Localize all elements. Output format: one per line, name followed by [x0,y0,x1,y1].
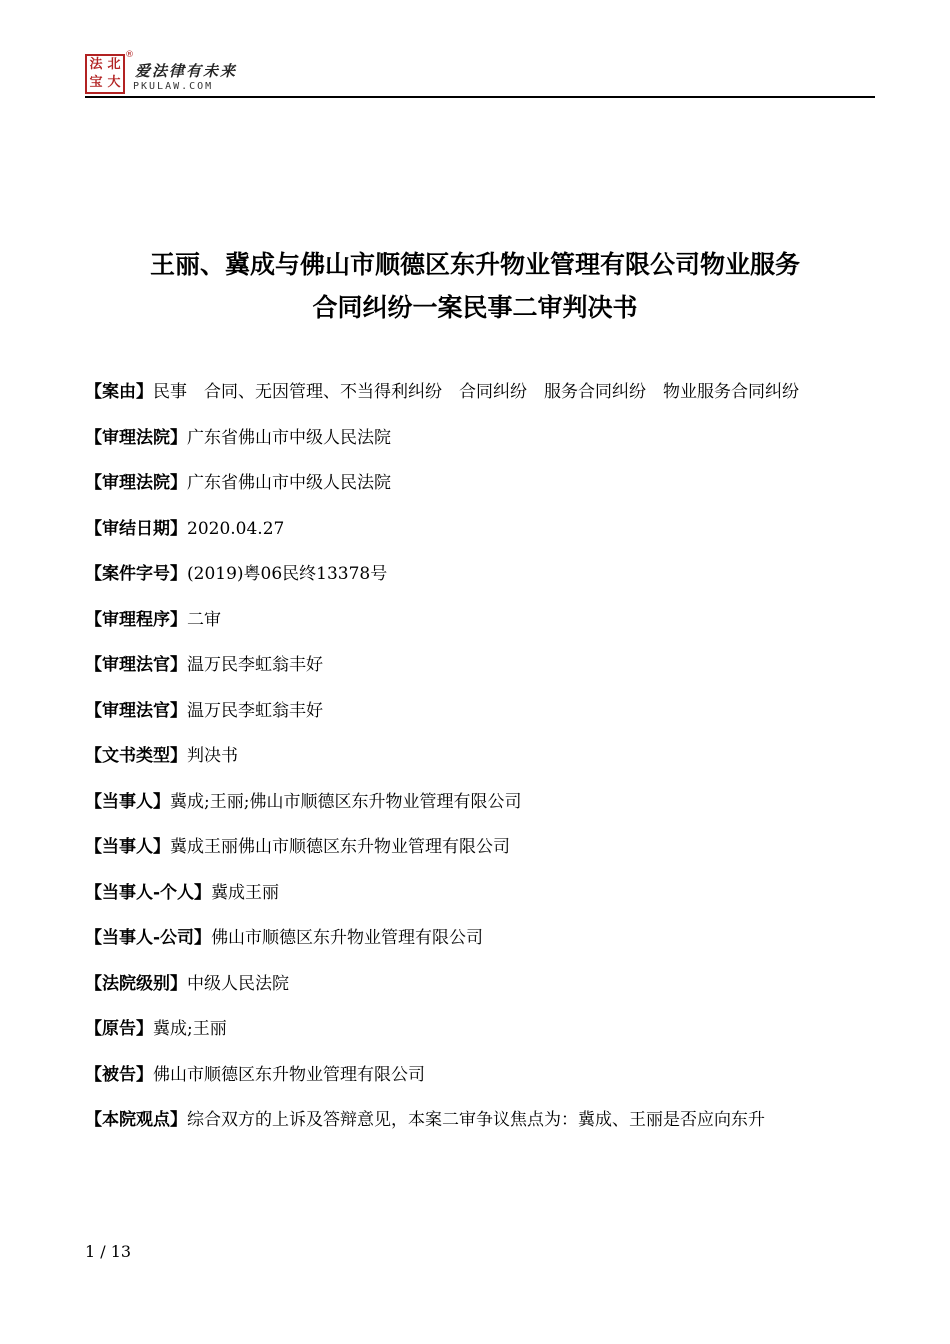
field-value: 民事 合同、无因管理、不当得利纠纷 合同纠纷 服务合同纠纷 物业服务合同纠纷 [153,382,799,402]
field-value: 广东省佛山市中级人民法院 [187,473,391,493]
field-key: 【法院级别】 [85,973,187,994]
field-value: 温万民李虹翁丰好 [187,655,323,675]
logo-char: 北 [107,57,121,72]
field-value: 综合双方的上诉及答辩意见，本案二审争议焦点为：冀成、王丽是否应向东升 [187,1110,765,1130]
pkulaw-logo-seal [85,54,125,94]
field-key: 【审理法官】 [85,700,187,721]
field-key: 【审理法院】 [85,427,187,448]
field-value: 中级人民法院 [187,973,289,994]
field-judges [85,689,865,735]
field-key: 【被告】 [85,1064,153,1085]
field-value: 佛山市顺德区东升物业管理有限公司 [211,928,484,948]
field-court-opinion [85,1098,865,1144]
metadata-fields [85,370,865,1144]
logo-char: 宝 [89,75,103,90]
field-key: 【当事人-公司】 [85,928,212,948]
field-case-cause [85,370,865,416]
field-parties [85,825,865,871]
field-case-number [85,552,865,598]
field-key: 【当事人】 [85,791,170,812]
field-plaintiff [85,1007,865,1053]
field-court-level [85,962,865,1008]
registered-mark: ® [125,50,134,60]
field-value: 冀成王丽佛山市顺德区东升物业管理有限公司 [170,837,510,857]
field-decision-date [85,507,865,553]
field-value: (2019)粤06民终13378号 [187,564,388,584]
header-divider [85,96,875,98]
field-value: 判决书 [187,746,238,766]
field-key: 【审结日期】 [85,518,187,539]
page-header [85,50,875,98]
field-key: 【案件字号】 [85,564,187,584]
field-key: 【审理程序】 [85,609,187,630]
document-title [60,243,890,329]
page-number: 1 / 13 [85,1242,132,1261]
title-line-2: 合同纠纷一案民事二审判决书 [312,293,638,322]
logo-slogan: 爱法律有未来 [135,62,238,80]
field-parties-individual [85,871,865,917]
field-parties-company [85,916,865,962]
field-judges [85,643,865,689]
logo-char: 大 [107,75,121,90]
field-key: 【文书类型】 [85,746,187,766]
field-value: 二审 [187,609,221,630]
field-value: 冀成;王丽 [153,1019,227,1039]
field-key: 【当事人-个人】 [85,882,212,903]
title-line-1: 王丽、冀成与佛山市顺德区东升物业管理有限公司物业服务 [149,250,800,279]
logo-url: PKULAW.COM [133,81,214,92]
field-defendant [85,1053,865,1099]
field-key: 【本院观点】 [85,1110,187,1130]
field-value: 温万民李虹翁丰好 [187,700,323,721]
field-court [85,461,865,507]
field-key: 【审理法官】 [85,655,187,675]
field-value: 冀成;王丽;佛山市顺德区东升物业管理有限公司 [170,791,522,812]
field-value: 冀成王丽 [211,882,280,903]
field-key: 【原告】 [85,1019,153,1039]
field-value: 佛山市顺德区东升物业管理有限公司 [153,1064,425,1085]
field-key: 【当事人】 [85,837,170,857]
field-key: 【审理法院】 [85,473,187,493]
field-parties [85,780,865,826]
field-value: 广东省佛山市中级人民法院 [187,427,391,448]
field-value: 2020.04.27 [187,518,285,539]
field-court [85,416,865,462]
field-document-type [85,734,865,780]
field-procedure [85,598,865,644]
logo-char: 法 [89,57,103,72]
field-key: 【案由】 [85,382,153,402]
